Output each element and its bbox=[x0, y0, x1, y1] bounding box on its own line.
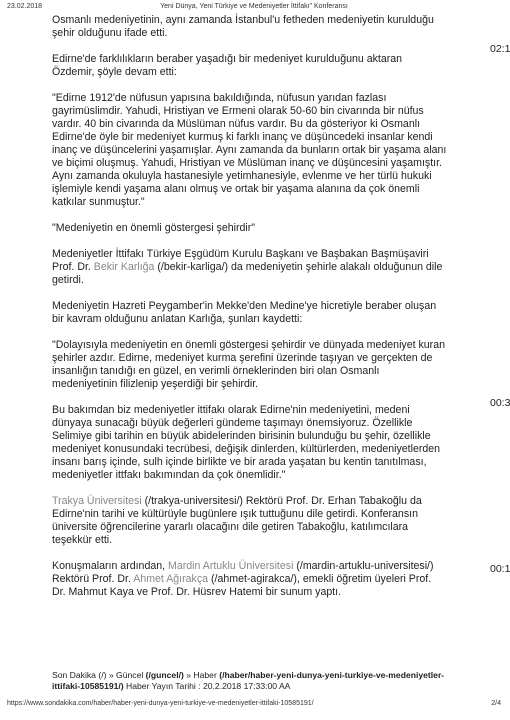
section-quote: "Medeniyetin en önemli göstergesi şehirdir" bbox=[52, 222, 256, 234]
breadcrumb-current[interactable]: Haber bbox=[193, 670, 217, 680]
person-link-ahmet-agirakca[interactable]: Ahmet Ağırakça bbox=[133, 573, 209, 585]
published-label: Haber Yayın Tarihi : bbox=[126, 681, 201, 691]
breadcrumb: Son Dakika (/) » Güncel (/guncel/) » Haber (/haber/haber-yeni-dunya-yeni-turkiye-ve-medeniyetler-ittifaki-10585191/) Haber Yayın Tarihi : 20.2.2018 17:33:00 AA bbox=[52, 670, 445, 691]
paragraph: Konuşmaların ardından, Mardin Artuklu Üniversitesi (/mardin-artuklu-universitesi/) Rektörü Prof. Dr. Ahmet Ağırakça (/ahmet-agirakca/), emekli öğretim üyeleri Prof. Dr. Mahmut Kaya ve Prof. Dr. Hüsrev Hatemi bir sunum yaptı. bbox=[52, 560, 434, 598]
quote-paragraph: "Dolayısıyla medeniyetin en önemli göstergesi şehirdir ve dünyada medeniyet kuran şehirler azdır. Edirne, medeniyet kurma şerefini üzerinde taşıyan ve gerçekten de insanlığın tanıdığı en güzel, en verimli örneklerinden biri olan Osmanlı medeniyetinin filizlenip yeşerdiği bir şehirdir. bbox=[52, 339, 445, 390]
university-link-trakya[interactable]: Trakya Üniversitesi bbox=[52, 495, 142, 507]
paragraph: Edirne'de farklılıkların beraber yaşadığı bir medeniyet kurulduğunu aktaran Özdemir, şöyle devam etti: bbox=[52, 53, 403, 78]
page-url: https://www.sondakika.com/haber/haber-yeni-dunya-yeni-turkiye-ve-medeniyetler-ittifaki-10585191/ bbox=[7, 700, 314, 707]
side-time: 00:1 bbox=[490, 563, 510, 575]
breadcrumb-home[interactable]: Son Dakika bbox=[52, 670, 96, 680]
paragraph: Medeniyetin Hazreti Peygamber'in Mekke'den Medine'ye hicretiyle beraber oluşan bir kavram olduğunu anlatan Karlığa, şunları kaydetti: bbox=[52, 300, 437, 325]
paragraph: Trakya Üniversitesi (/trakya-universitesi/) Rektörü Prof. Dr. Erhan Tabakoğlu da Edirne'nin tarihi ve kültürüyle bugünlere ışık tuttuğunu dile getirdi. Konferansın üniversite öğrencilerine yararlı olacağını dile getiren Tabakoğlu, katılımcılara teşekkür etti. bbox=[52, 495, 422, 546]
quote-paragraph: Bu bakımdan biz medeniyetler ittifakı olarak Edirne'nin medeniyetini, medeni dünyaya sunacağı büyük değerleri gündeme taşımayı önemsiyoruz. Özellikle Selimiye gibi tarihin en büyük abidelerinden birisinin bulunduğu bu şehir, özellikle medeniyet konusundaki tecrübesi, değişik dinlerden, kültürlerden, medeniyetlerden insanı barış içinde, sulh içinde birlikte ve bir arada yaşatan bu kentin tanıtılması, medeniyetler ittfakı bakımından da çok önemlidir." bbox=[52, 404, 441, 481]
person-link-bekir-karliga[interactable]: Bekir Karlığa bbox=[93, 261, 155, 273]
published-date: 20.2.2018 17:33:00 AA bbox=[202, 681, 291, 691]
side-time: 00:3 bbox=[490, 397, 510, 409]
university-link-mardin-artuklu[interactable]: Mardin Artuklu Üniversitesi bbox=[168, 560, 294, 572]
page-number: 2/4 bbox=[491, 700, 501, 707]
quote-paragraph: "Edirne 1912'de nüfusun yapısına bakıldığında, nüfusun yarıdan fazlası gayrimüslimdir. Yahudi, Hristiyan ve Ermeni olarak 50-60 bin civarında bir nüfus vardır. 40 bin civarında da Müslüman nüfus vardır. Bu da gösteriyor ki Osmanlı Edirne'de öyle bir medeniyet kurmuş ki farklı inanç ve düşüncedeki insanlar kendi inanç ve düşüncelerini yaşamışlar. Aynı zamanda da bunların ortak bir yaşama alanı ve biçimi oluşmuş. Yahudi, Hristiyan ve Müslüman inanç ve düşüncesini yaşamıştır. Aynı zamanda okuluyla hastanesiyle yetimhanesiyle, evlenme ve her türlü hukuki işlemiyle kendi yaşama alanı olmuş ve ortak bir yaşama alanına da çok önemli katkılar sunmuştur." bbox=[52, 92, 447, 208]
side-time: 02:1 bbox=[490, 43, 510, 55]
paragraph: Medeniyetler İttifakı Türkiye Eşgüdüm Kurulu Başkanı ve Başbakan Başmüşaviri Prof. Dr. Bekir Karlığa (/bekir-karliga/) da medeniyetin şehirle alakalı olduğunun dile getirdi. bbox=[52, 248, 443, 286]
print-title: Yeni Dünya, Yeni Türkiye ve Medeniyetler İttifakı" Konferansı bbox=[160, 3, 348, 10]
print-date: 23.02.2018 bbox=[7, 3, 43, 10]
breadcrumb-category[interactable]: Güncel bbox=[116, 670, 144, 680]
print-footer bbox=[7, 700, 501, 710]
paragraph: Osmanlı medeniyetinin, aynı zamanda İstanbul'u fetheden medeniyetin kurulduğu şehir olduğunu ifade etti. bbox=[52, 14, 434, 39]
article-body bbox=[52, 14, 447, 612]
